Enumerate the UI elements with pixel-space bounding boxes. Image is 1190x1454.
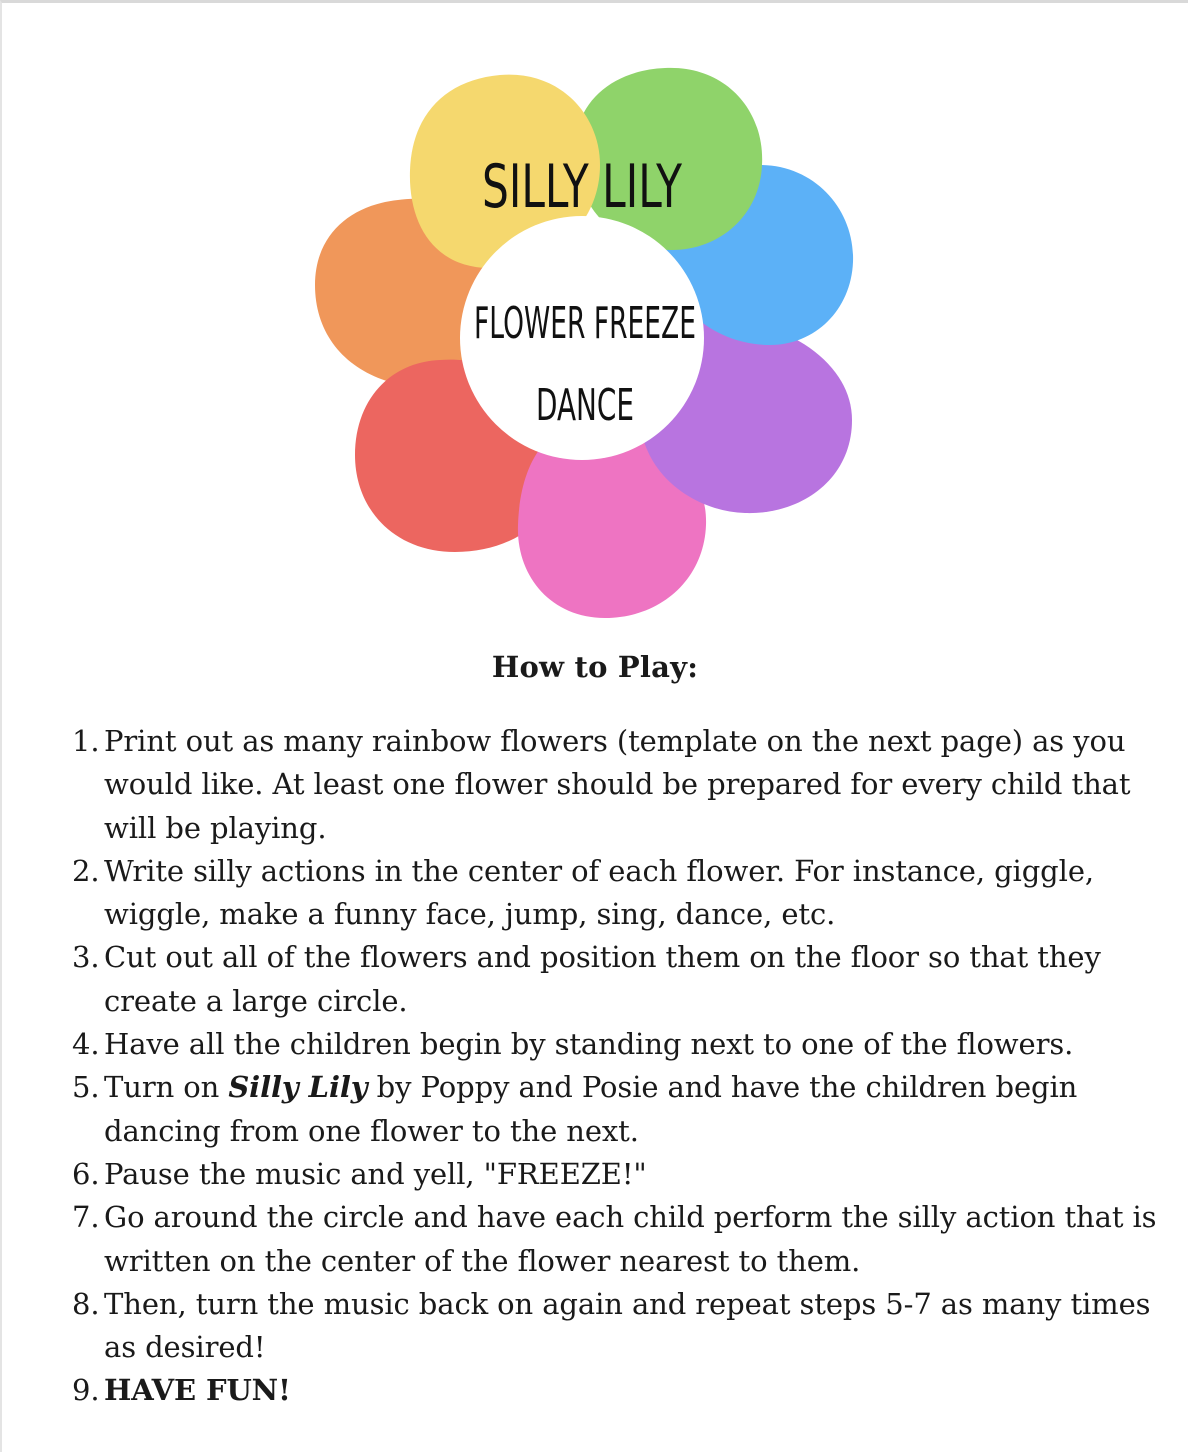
step-item	[72, 1369, 1162, 1412]
step-number: 4.	[72, 1027, 100, 1062]
silly-lily-flower-logo	[300, 55, 870, 635]
logo-subtitle-line2: DANCE	[536, 380, 634, 431]
step-item	[72, 720, 1162, 850]
step-item	[72, 1153, 1162, 1196]
instruction-list	[72, 720, 1162, 1413]
step-item	[72, 1066, 1162, 1153]
step-text: Cut out all of the flowers and position them on the floor so that they create a large circle.	[104, 940, 1101, 1018]
step-number: 1.	[72, 724, 100, 758]
step-text-after: by Poppy and Posie and have the children begin dancing from one flower to the next.	[104, 1070, 1078, 1148]
logo-title: SILLY LILY	[482, 152, 683, 222]
step-item	[72, 1196, 1162, 1283]
step-number: 2.	[72, 853, 100, 888]
step-item	[72, 1023, 1162, 1066]
step-number: 9.	[72, 1373, 100, 1408]
step-text: Write silly actions in the center of each flower. For instance, giggle, wiggle, make a funny face, jump, sing, dance, etc.	[104, 853, 1095, 932]
step-number: 7.	[72, 1200, 100, 1235]
step-text-before: Turn on	[104, 1070, 229, 1105]
song-title: Silly Lily	[228, 1070, 368, 1105]
step-number: 3.	[72, 940, 100, 975]
logo-subtitle-line1: FLOWER FREEZE	[474, 298, 696, 349]
step-number: 6.	[72, 1156, 100, 1191]
step-text: HAVE FUN!	[104, 1373, 291, 1408]
step-item	[72, 936, 1162, 1023]
step-item	[72, 850, 1162, 937]
step-item	[72, 1283, 1162, 1370]
step-text: Then, turn the music back on again and repeat steps 5-7 as many times as desired!	[104, 1286, 1151, 1365]
step-text: Pause the music and yell, "FREEZE!"	[104, 1156, 647, 1191]
step-text: Have all the children begin by standing next to one of the flowers.	[104, 1027, 1074, 1062]
step-text: Print out as many rainbow flowers (template on the next page) as you would like. At least one flower should be prepared for every child that will be playing.	[104, 724, 1131, 845]
step-number: 8.	[72, 1286, 100, 1321]
how-to-play-heading: How to Play:	[491, 650, 699, 684]
step-text: Go around the circle and have each child perform the silly action that is written on the center of the flower nearest to them.	[104, 1200, 1157, 1278]
step-number: 5.	[72, 1070, 100, 1105]
